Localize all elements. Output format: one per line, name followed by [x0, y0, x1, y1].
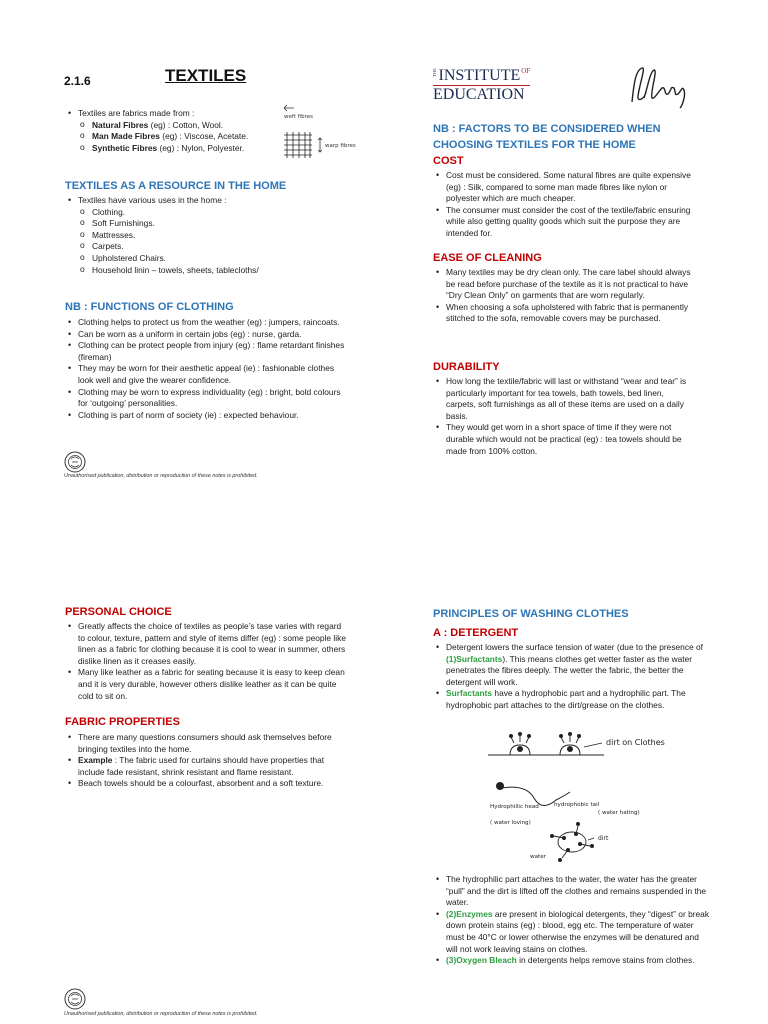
properties-item: • Example : The fabric used for curtains should have properties that include fade resistant, shrink resistant and flame resistant.: [62, 755, 348, 778]
durability-block: [430, 376, 692, 457]
properties-block: [62, 732, 348, 790]
functions-item: • Can be worn as a uniform in certain jobs (eg) : nurse, garda.: [62, 329, 350, 341]
logo-the: THE: [432, 68, 437, 77]
functions-heading: NB : FUNCTIONS OF CLOTHING: [65, 301, 234, 313]
footer-notice: Unauthorised publication, distribution or reproduction of these notes is prohibited.: [64, 1011, 258, 1017]
personal-item: • Greatly affects the choice of textiles as people’s tase varies with regard to colour, texture, pattern and style of items differ (eg) : some people like linen as a fabric for clothing because it is cool to wear in summer, others dislike linen as it creases easily.: [62, 621, 348, 667]
functions-item: • They may be worn for their aesthetic appeal (ie) : fashionable clothes look well and give the wearer confidence.: [62, 363, 350, 386]
section-number: 2.1.6: [64, 74, 91, 88]
functions-item: • Clothing may be worn to express individuality (eg) : bright, bold colours for ‘outgoing’ personalities.: [62, 387, 350, 410]
functions-item: • Clothing is part of norm of society (ie) : expected behaviour.: [62, 410, 350, 422]
water-label: water: [530, 854, 546, 860]
functions-item: • Clothing helps to protect us from the weather (eg) : jumpers, raincoats.: [62, 317, 350, 329]
weave-sketch: [278, 102, 378, 162]
logo-of: OF: [521, 67, 531, 75]
cleaning-block: [430, 267, 692, 325]
intro-block: [62, 108, 282, 154]
detergent-block-bottom: [430, 874, 710, 967]
footer-logo-icon: [64, 988, 86, 1010]
intro-item: o Natural Fibres (eg) : Cotton, Wool.: [62, 120, 282, 132]
personal-heading: PERSONAL CHOICE: [65, 606, 172, 618]
functions-block: [62, 317, 350, 421]
surfactant-dirt-diagram: [484, 725, 674, 767]
intro-item: o Man Made Fibres (eg) : Viscose, Acetate.: [62, 131, 282, 143]
detergent-item: • (2)Enzymes are present in biological detergents, they “digest” or break down protein stains (eg) : blood, egg etc. The temperature of water must be 40°C or lower otherwise the enzymes will be denatured and will not work leaving stains on clothes.: [430, 909, 710, 955]
detergent-item: • Detergent lowers the surface tension of water (due to the presence of (1)Surfactants). This means clothes get wetter faster as the water penetrates the fibres deeply. The wetter the fabric, the better the detergent will work.: [430, 642, 710, 688]
properties-item: • Beach towels should be a colourfast, absorbent and a soft texture.: [62, 778, 348, 790]
personal-item: • Many like leather as a fabric for seating because it is easy to keep clean and it is very durable, however others dislike leather as it can be quite cold to sit on.: [62, 667, 348, 702]
resource-item: o Mattresses.: [62, 230, 362, 242]
head-label: Hydrophillic head: [490, 804, 539, 810]
footer-logo-icon: [64, 451, 86, 473]
detergent-item: • (3)Oxygen Bleach in detergents helps remove stains from clothes.: [430, 955, 710, 967]
cost-item: • The consumer must consider the cost of the textile/fabric ensuring while also getting quality goods which suit the purpose they are intended for.: [430, 205, 692, 240]
weft-label: weft fibres: [284, 114, 313, 120]
cleaning-item: • Many textiles may be dry clean only. The care label should always be read before purchase of the textile as it is not practical to have “Dry Clean Only” on garments that are worn regularly.: [430, 267, 692, 302]
resource-item: o Upholstered Chairs.: [62, 253, 362, 265]
durability-item: • How long the textile/fabric will last or withstand “wear and tear” is particularly important for tea towels, bath towels, bed linen, carpets, soft furnishings as all of these items are used on a daily basis.: [430, 376, 692, 422]
surfactant-molecule-diagram: [486, 780, 676, 866]
detergent-item: • The hydrophilic part attaches to the water, the water has the greater “pull” and the dirt is lifted off the clothes and remains suspended in the water.: [430, 874, 710, 909]
cost-item: • Cost must be considered. Some natural fibres are quite expensive (eg) : Silk, compared to some man made fibres like nylon or polyester which are much cheaper.: [430, 170, 692, 205]
cleaning-item: • When choosing a sofa upholstered with fabric that is permanently stitched to the sofa, removable covers may be purchased.: [430, 302, 692, 325]
factors-heading-line1: NB : FACTORS TO BE CONSIDERED WHEN: [433, 123, 661, 135]
resource-item: o Soft Furnishings.: [62, 218, 362, 230]
logo-education: EDUCATION: [433, 85, 530, 103]
signature-icon: [622, 62, 698, 110]
personal-block: [62, 621, 348, 702]
resource-item: o Clothing.: [62, 207, 362, 219]
properties-heading: FABRIC PROPERTIES: [65, 716, 180, 728]
intro-lead: • Textiles are fabrics made from :: [62, 108, 282, 120]
detergent-heading: A : DETERGENT: [433, 627, 519, 639]
dirt-label: dirt: [598, 835, 609, 842]
resource-block: [62, 195, 362, 276]
resource-item: o Carpets.: [62, 241, 362, 253]
factors-heading-line2: CHOOSING TEXTILES FOR THE HOME: [433, 139, 636, 151]
resource-heading: TEXTILES AS A RESOURCE IN THE HOME: [65, 180, 287, 192]
resource-item: o Household linin – towels, sheets, tablecloths/: [62, 265, 362, 277]
functions-item: • Clothing can be protect people from injury (eg) : flame retardant finishes (fireman): [62, 340, 350, 363]
dirt-on-clothes-label: dirt on Clothes: [606, 738, 665, 747]
tail-sub-label: ( water hating): [598, 810, 640, 816]
footer-notice: Unauthorised publication, distribution or reproduction of these notes is prohibited.: [64, 473, 258, 479]
resource-lead: • Textiles have various uses in the home :: [62, 195, 362, 207]
warp-label: warp fibres: [325, 143, 356, 149]
cost-block: [430, 170, 692, 240]
page-title: TEXTILES: [165, 66, 247, 85]
head-sub-label: ( water loving): [490, 820, 531, 826]
institute-logo: [433, 68, 530, 103]
washing-heading: PRINCIPLES OF WASHING CLOTHES: [433, 608, 629, 620]
tail-label: hydrophobic tail: [554, 802, 600, 808]
durability-heading: DURABILITY: [433, 361, 500, 373]
detergent-item: • Surfactants have a hydrophobic part and a hydrophilic part. The hydrophobic part attaches to the dirt/grease on the clothes.: [430, 688, 710, 711]
intro-item: o Synthetic Fibres (eg) : Nylon, Polyester.: [62, 143, 282, 155]
factors-heading: [433, 121, 661, 153]
durability-item: • They would get worn in a short space of time if they were not durable which would not be practical (eg) : tea towels should be made from 100% cotton.: [430, 422, 692, 457]
properties-item: • There are many questions consumers should ask themselves before bringing textiles into the home.: [62, 732, 348, 755]
logo-institute: INSTITUTE: [438, 67, 521, 84]
cost-heading: COST: [433, 155, 464, 167]
detergent-block-top: [430, 642, 710, 712]
cleaning-heading: EASE OF CLEANING: [433, 252, 542, 264]
